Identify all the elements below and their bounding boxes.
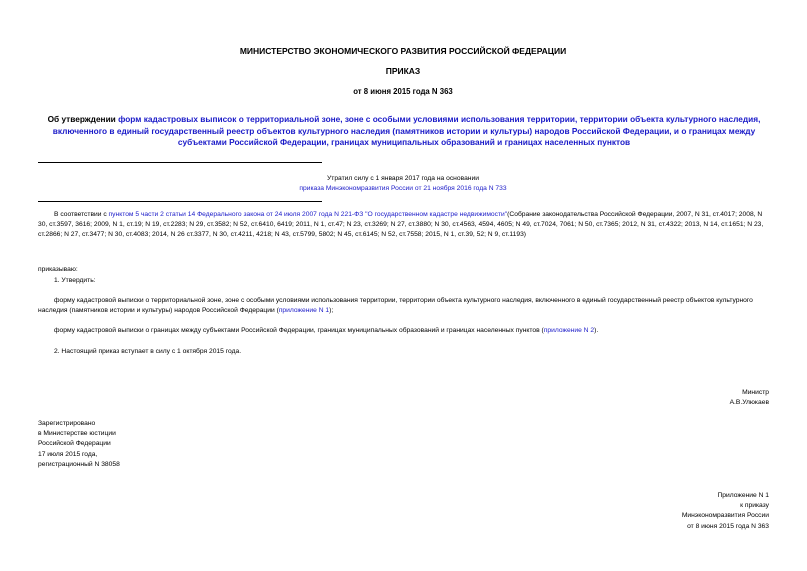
form-1-tail: ); [329, 307, 334, 315]
signature-block [730, 388, 769, 408]
preamble-prefix: В соответствии с [54, 211, 109, 218]
registration-line-1: Зарегистрировано [38, 420, 96, 427]
appendix-line-1: Приложение N 1 [717, 492, 769, 499]
form-1-text: форму кадастровой выписки о территориальной зоне, зоне с особыми условиями использования территории, территории объекта культурного наследия, включенного в единый государственный реестр объектов культурного наследия (памятников истории и культуры) народов Российской Федерации ( [38, 297, 753, 315]
preamble-rest: (Собрание законодательства Российской Федерации, 2007, N 31, ст.4017; 2008, N 30, ст.3597, 3616; 2009, N 1, ст.19; N 19, ст.2283; N 29, ст.3582; N 52, ст.6410, 6419; 2011, N 1, ст.47; N 23, ст.3269; N 27, ст.3880; N 30, ст.4563, 4594, 4605; N 49, ст.7024, 7061; N 50, ст.7365; 2012, N 31, ст.4322; 2013, N 14, ст.1651; N 23, ст.2866; N 27, ст.3477; N 30, ст.4083; 2014, N 26 ст.3377, N 30, ст.4211, 4218; N 43, ст.5799, 5802; N 45, ст.6145; N 52, ст.7558; 2015, N 1, ст.39, 52; N 9, ст.1193) [38, 211, 764, 239]
divider-bottom [38, 201, 322, 202]
title-link[interactable]: форм кадастровых выписок о территориальной зоне, зоне с особыми условиями использования территории, территории объекта культурного наследия, включенного в единый государственный реестр объектов культурного наследия (памятников истории и культуры) народов Российской Федерации, и о границах между субъектами Российской Федерации, границах муниципальных образований и границах населенных пунктов [52, 114, 761, 148]
appendix-line-2: к приказу [740, 502, 769, 510]
lost-force-text: Утратил силу с 1 января 2017 года на основании [327, 175, 479, 182]
item-1: 1. Утвердить: [54, 277, 96, 284]
form-1-paragraph [38, 296, 768, 316]
divider-top [38, 162, 322, 163]
appendix-header [682, 491, 769, 532]
registration-line-5: регистрационный N 38058 [38, 460, 120, 468]
preamble-paragraph [38, 210, 768, 241]
signature-position: Министр [742, 389, 769, 396]
title-prefix: Об утверждении [47, 114, 119, 124]
order-word: приказываю: [38, 266, 78, 273]
registration-block [38, 419, 120, 470]
form-2-paragraph [38, 326, 768, 336]
registration-line-2: в Министерстве юстиции [38, 430, 116, 438]
appendix-2-link[interactable]: приложение N 2 [543, 327, 595, 334]
document-title [36, 114, 772, 149]
ministry-heading: МИНИСТЕРСТВО ЭКОНОМИЧЕСКОГО РАЗВИТИЯ РОССИЙСКОЙ ФЕДЕРАЦИИ [239, 46, 567, 56]
registration-line-4: 17 июля 2015 года, [38, 450, 98, 458]
lost-force-note [38, 174, 768, 194]
signature-name: А.В.Улюкаев [729, 399, 769, 407]
lost-force-link[interactable]: приказа Минэкономразвития России от 21 ноября 2016 года N 733 [299, 185, 507, 193]
appendix-1-link[interactable]: приложение N 1 [278, 307, 330, 315]
doc-date-number: от 8 июня 2015 года N 363 [353, 87, 453, 96]
registration-line-3: Российской Федерации [38, 440, 111, 448]
appendix-line-4: от 8 июня 2015 года N 363 [687, 522, 769, 530]
form-2-tail: ). [594, 327, 599, 334]
preamble-law-link[interactable]: пунктом 5 части 2 статьи 14 Федерального закона от 24 июля 2007 года N 221-ФЗ "О государственном кадастре недвижимости" [108, 211, 508, 218]
appendix-line-3: Минэкономразвития России [681, 512, 769, 520]
item-2: 2. Настоящий приказ вступает в силу с 1 октября 2015 года. [54, 348, 242, 355]
doc-type-heading: ПРИКАЗ [385, 66, 421, 76]
form-2-text: форму кадастровой выписки о границах между субъектами Российской Федерации, границах муниципальных образований и границах населенных пунктов ( [54, 327, 544, 334]
